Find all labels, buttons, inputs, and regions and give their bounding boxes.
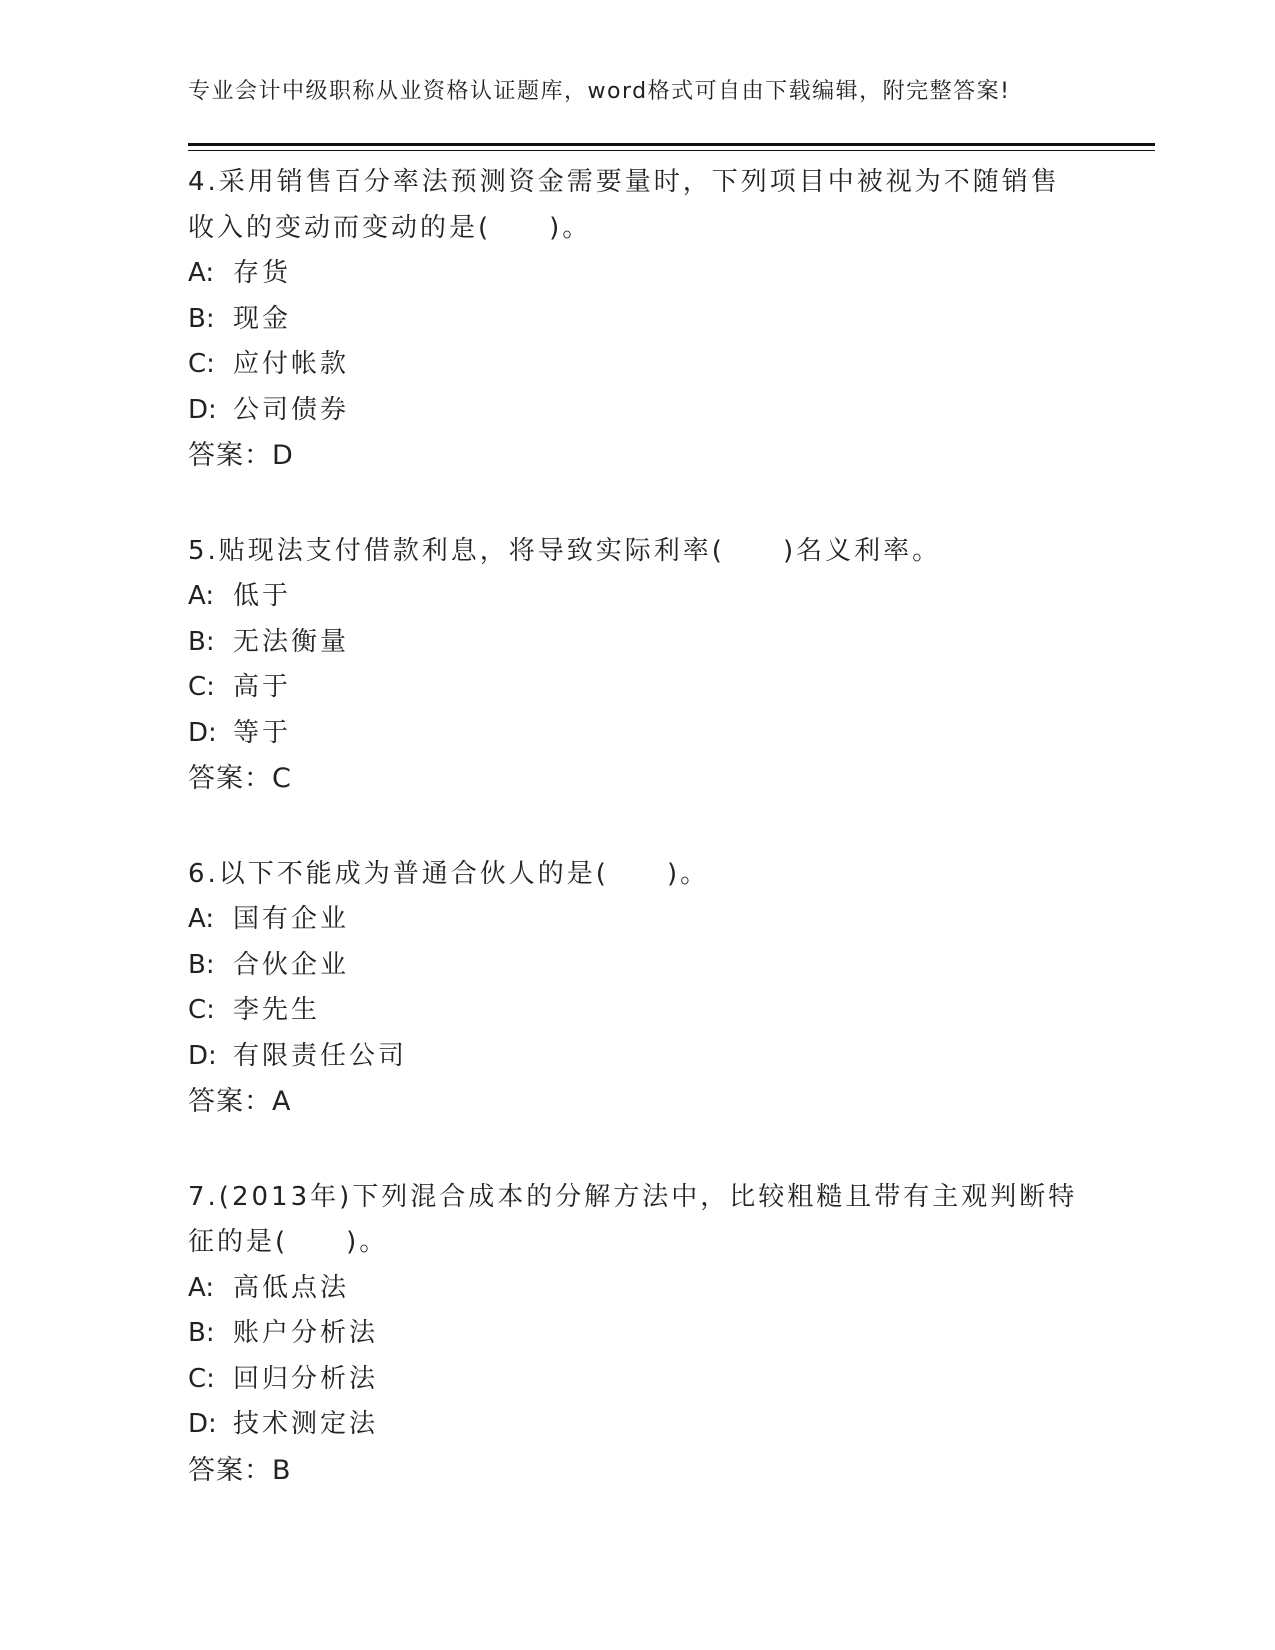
option-letter: A: — [188, 258, 215, 288]
answer-option — [188, 1402, 1088, 1448]
question-block — [188, 529, 1088, 802]
answer-option — [188, 943, 1088, 989]
option-letter: B: — [188, 626, 215, 657]
answer-option — [188, 297, 1088, 343]
option-letter: C: — [188, 995, 215, 1025]
option-letter: B: — [188, 949, 215, 980]
question-stem-line: 收入的变动而变动的是( )。 — [188, 212, 592, 243]
answer-option — [188, 1266, 1088, 1312]
question-stem-line: 7.(2013年)下列混合成本的分解方法中，比较粗糙且带有主观判断特 — [188, 1181, 1078, 1212]
question-stem-line: 征的是( )。 — [188, 1227, 389, 1257]
option-letter: B: — [188, 1318, 215, 1348]
option-letter: D: — [188, 717, 217, 748]
answer-option — [188, 342, 1088, 388]
option-text: 高低点法 — [233, 1272, 350, 1303]
answer-key: 答案：C — [188, 763, 292, 794]
question-stem-line: 5.贴现法支付借款利息，将导致实际利率( )名义利率。 — [188, 535, 942, 566]
option-letter: D: — [188, 1409, 217, 1439]
option-text: 合伙企业 — [233, 949, 350, 980]
option-letter: A: — [188, 904, 215, 934]
option-text: 李先生 — [233, 995, 321, 1025]
question-list — [188, 160, 1088, 1543]
option-letter: A: — [188, 581, 215, 611]
question-stem-line: 6.以下不能成为普通合伙人的是( )。 — [188, 858, 710, 889]
option-text: 存货 — [233, 258, 292, 288]
option-text: 公司债券 — [233, 394, 350, 425]
answer-option — [188, 251, 1088, 297]
option-text: 账户分析法 — [233, 1318, 379, 1348]
answer-key: 答案：A — [188, 1086, 292, 1117]
answer-option — [188, 1357, 1088, 1403]
answer-option — [188, 620, 1088, 666]
answer-option — [188, 1311, 1088, 1357]
question-block — [188, 852, 1088, 1125]
page-header: 专业会计中级职称从业资格认证题库，word格式可自由下载编辑，附完整答案! — [188, 79, 1011, 104]
question-stem-line: 4.采用销售百分率法预测资金需要量时，下列项目中被视为不随销售 — [188, 167, 1060, 197]
option-text: 应付帐款 — [233, 349, 350, 379]
answer-option — [188, 388, 1088, 434]
option-text: 高于 — [233, 672, 292, 702]
option-text: 回归分析法 — [233, 1363, 379, 1394]
option-letter: D: — [188, 1040, 217, 1071]
option-letter: D: — [188, 394, 217, 425]
option-text: 等于 — [233, 717, 292, 748]
option-text: 技术测定法 — [233, 1409, 379, 1439]
answer-option — [188, 711, 1088, 757]
option-letter: B: — [188, 303, 215, 334]
question-block — [188, 160, 1088, 479]
answer-key: 答案：B — [188, 1454, 292, 1486]
option-letter: A: — [188, 1272, 215, 1303]
option-text: 无法衡量 — [233, 626, 350, 657]
question-block — [188, 1175, 1088, 1494]
answer-option — [188, 897, 1088, 943]
answer-option — [188, 665, 1088, 711]
header-divider-thin — [188, 150, 1155, 151]
answer-option — [188, 574, 1088, 620]
option-letter: C: — [188, 349, 215, 379]
option-text: 国有企业 — [233, 904, 350, 934]
option-text: 有限责任公司 — [233, 1040, 408, 1071]
option-letter: C: — [188, 672, 215, 702]
option-text: 低于 — [233, 581, 292, 611]
option-letter: C: — [188, 1363, 215, 1394]
answer-key: 答案：D — [188, 440, 294, 471]
answer-option — [188, 1034, 1088, 1080]
header-divider-thick — [188, 143, 1155, 146]
answer-option — [188, 988, 1088, 1034]
option-text: 现金 — [233, 303, 292, 334]
